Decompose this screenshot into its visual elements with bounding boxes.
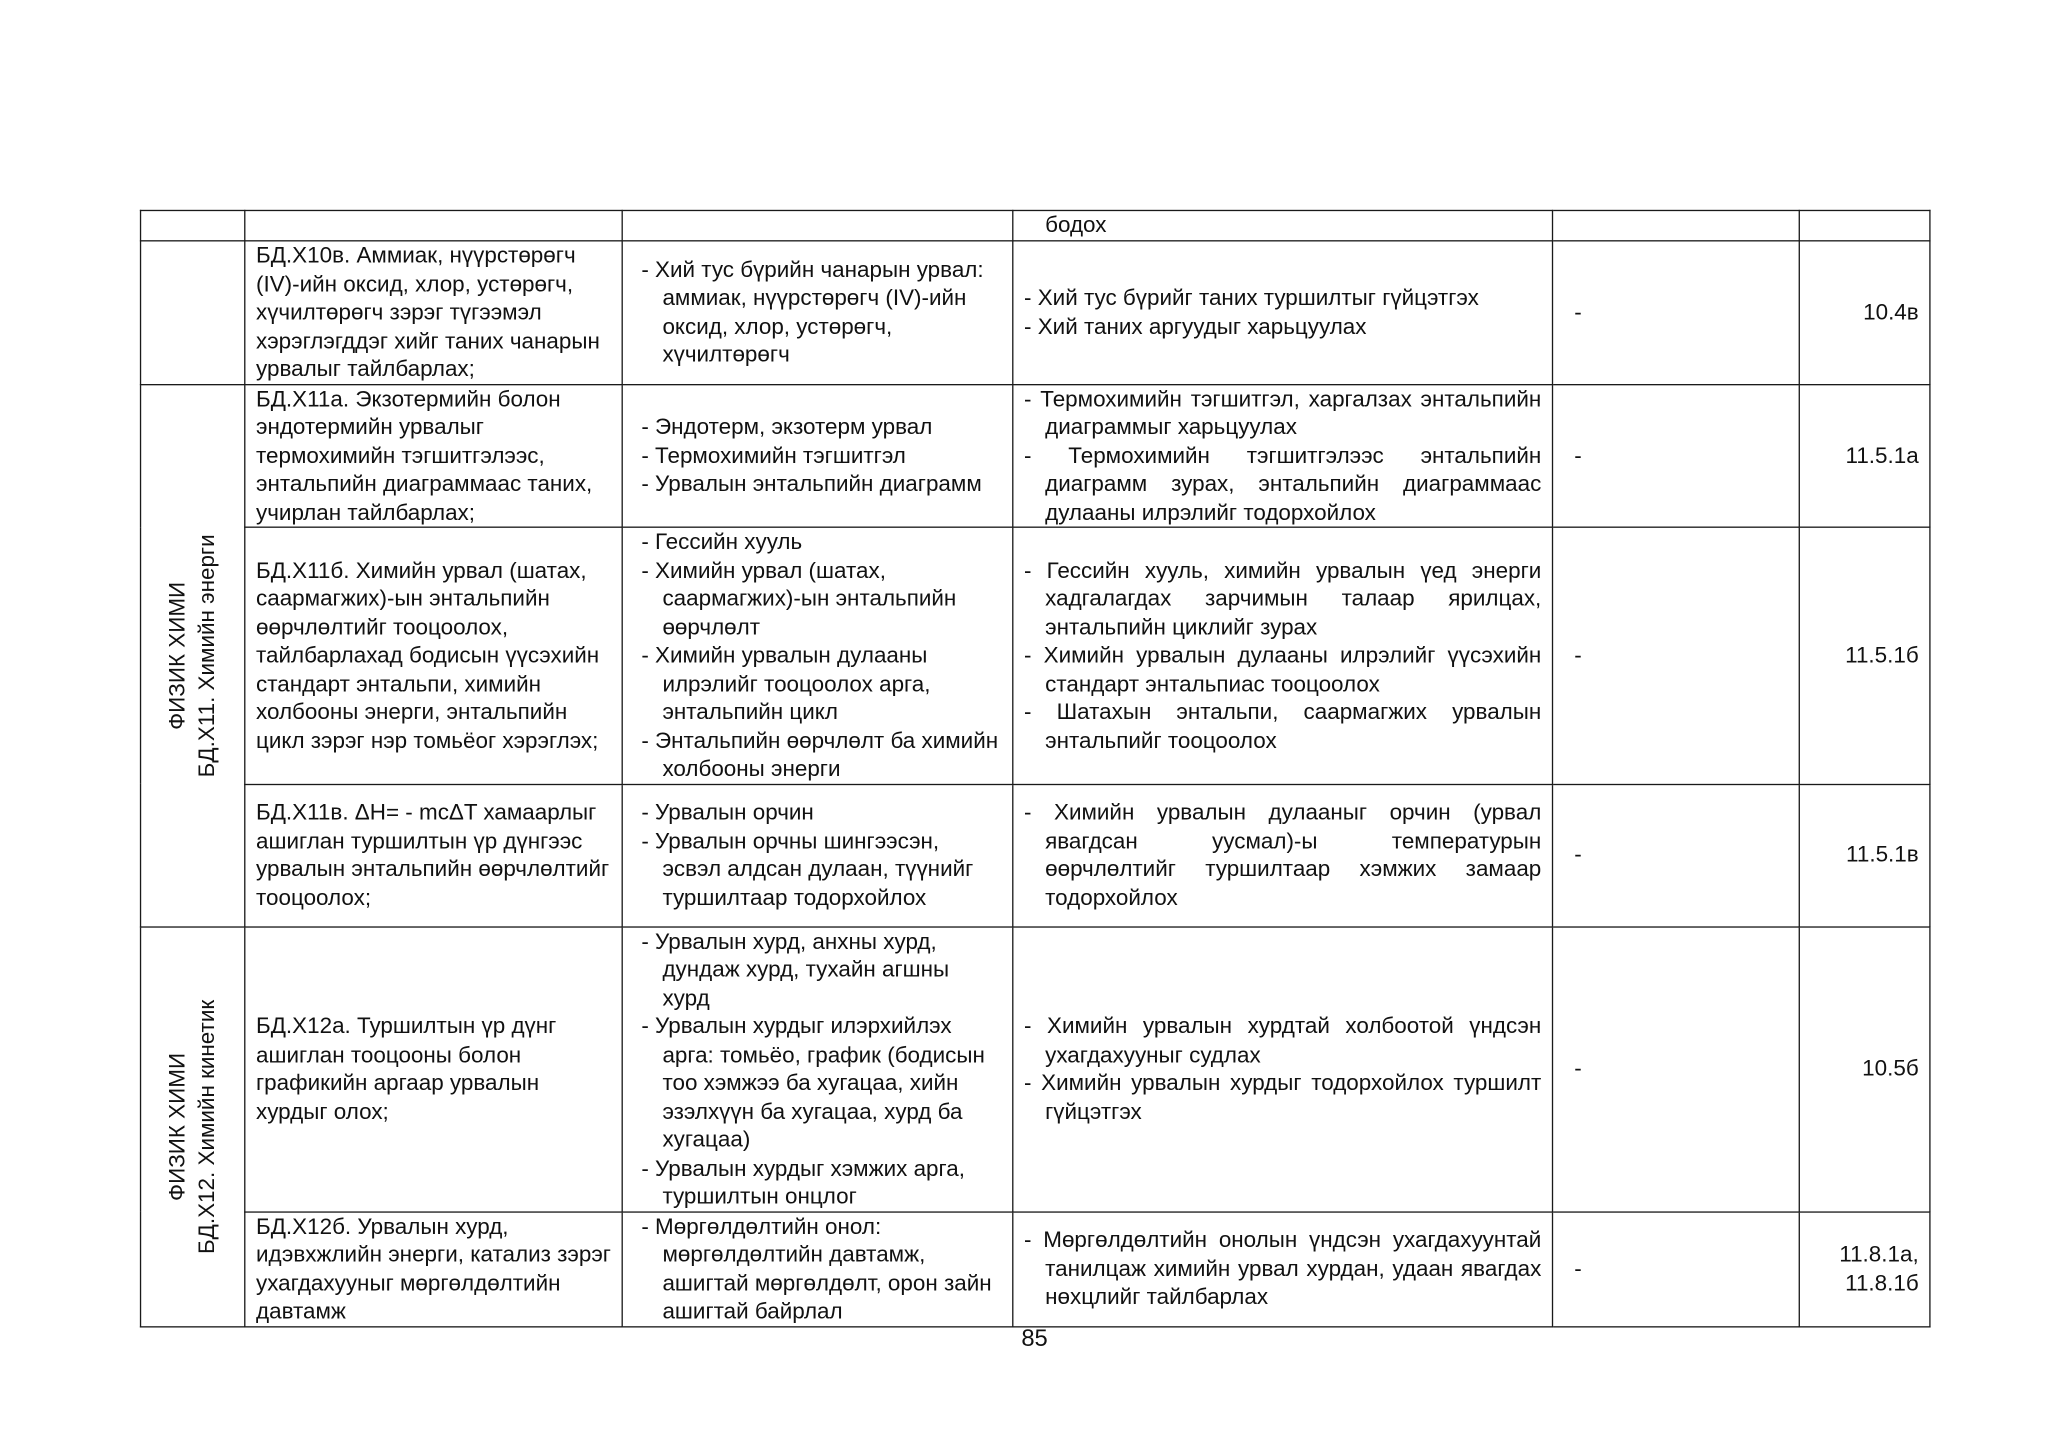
activities-cell bbox=[1013, 241, 1553, 384]
objective-cell: БД.Х12б. Урвалын хурд, идэвхжлийн энерги, катализ зэрэг ухагдахууныг мөргөлдөлтийн давтамж bbox=[245, 1211, 622, 1326]
table-row bbox=[141, 527, 1930, 784]
table-row bbox=[141, 926, 1930, 1211]
list-item: - Урвалын хурд, анхны хурд, дундаж хурд, тухайн агшны хурд bbox=[641, 927, 1001, 1012]
code-cell: 11.5.1б bbox=[1799, 527, 1930, 784]
objective-cell: БД.Х10в. Аммиак, нүүрстөрөгч (IV)-ийн оксид, хлор, устөрөгч, хүчилтөрөгч зэрэг түгээмэл хэрэглэгддэг хийг таних чанарын урвалыг тайлбарлах; bbox=[245, 241, 622, 384]
list-item: - Шатахын энтальпи, саармагжих урвалын энтальпийг тооцоолох bbox=[1024, 698, 1541, 755]
list-item: - Мөргөлдөлтийн онол: мөргөлдөлтийн давтамж, ашигтай мөргөлдөлт, орон зайн ашигтай байрлал bbox=[641, 1212, 1001, 1325]
dash-cell: - bbox=[1553, 784, 1800, 927]
curriculum-table bbox=[140, 210, 1931, 1327]
activities-cell bbox=[1013, 527, 1553, 784]
content-list bbox=[641, 927, 1001, 1211]
content-cell bbox=[622, 384, 1013, 527]
table-row bbox=[141, 384, 1930, 527]
activities-cell bbox=[1013, 1211, 1553, 1326]
list-item: - Мөргөлдөлтийн онолын үндсэн ухагдахуунтай танилцаж химийн урвал хурдан, удаан явагдах нөхцлийг тайлбарлах bbox=[1024, 1226, 1541, 1311]
code-cell: 10.4в bbox=[1799, 241, 1930, 384]
activities-list bbox=[1024, 385, 1541, 527]
table-row bbox=[141, 1211, 1930, 1326]
list-item: - Химийн урвалын дулааны илрэлийг үүсэхийн стандарт энтальпиас тооцоолох bbox=[1024, 641, 1541, 698]
list-item: - Химийн урвалын хурдыг тодорхойлох туршилт гүйцэтгэх bbox=[1024, 1069, 1541, 1126]
list-item: - Термохимийн тэгшитгэл, харгалзах энтальпийн диаграммыг харьцуулах bbox=[1024, 385, 1541, 442]
activities-list bbox=[1024, 798, 1541, 911]
list-item: - Урвалын энтальпийн диаграмм bbox=[641, 470, 1001, 498]
list-item: - Химийн урвалын дулааны илрэлийг тооцоолох арга, энтальпийн цикл bbox=[641, 641, 1001, 726]
list-item: - Урвалын хурдыг хэмжих арга, туршилтын онцлог bbox=[641, 1154, 1001, 1211]
code-cell: 11.5.1а bbox=[1799, 384, 1930, 527]
activities-list bbox=[1024, 284, 1541, 341]
list-item: - Химийн урвалын дулааныг орчин (урвал явагдсан уусмал)-ы температурын өөрчлөлтийг туршилтаар хэмжих замаар тодорхойлох bbox=[1024, 798, 1541, 911]
code-cell: 10.5б bbox=[1799, 926, 1930, 1211]
list-item: - Урвалын орчин bbox=[641, 798, 1001, 826]
list-item: - Гессийн хууль bbox=[641, 528, 1001, 556]
page-number: 85 bbox=[1021, 1324, 1048, 1352]
dash-cell: - bbox=[1553, 527, 1800, 784]
content-cell bbox=[622, 527, 1013, 784]
table-row bbox=[141, 210, 1930, 240]
objective-cell: БД.Х11б. Химийн урвал (шатах, саармагжих)-ын энтальпийн өөрчлөлтийг тооцоолох, тайлбарлахад бодисын үүсэхийн стандарт энтальпи, химийн холбооны энерги, энтальпийн цикл зэрэг нэр томьёог хэрэглэх; bbox=[245, 527, 622, 784]
content-cell bbox=[622, 784, 1013, 927]
code-cell: 11.5.1в bbox=[1799, 784, 1930, 927]
dash-cell: - bbox=[1553, 241, 1800, 384]
objective-cell: БД.Х11в. ΔH= - mcΔT хамаарлыг ашиглан туршилтын үр дүнгээс урвалын энтальпийн өөрчлөлтийг тооцоолох; bbox=[245, 784, 622, 927]
list-item: - Термохимийн тэгшитгэлээс энтальпийн диаграмм зурах, энтальпийн диаграммаас дулааны илрэлийг тодорхойлох bbox=[1024, 441, 1541, 526]
list-item: - Урвалын хурдыг илэрхийлэх арга: томьёо, график (бодисын тоо хэмжээ ба хугацаа, хийн эзэлхүүн ба хугацаа, хурд ба хугацаа) bbox=[641, 1012, 1001, 1154]
list-item: - Химийн урвал (шатах, саармагжих)-ын энтальпийн өөрчлөлт bbox=[641, 556, 1001, 641]
content-cell bbox=[622, 926, 1013, 1211]
list-item: - Термохимийн тэгшитгэл bbox=[641, 441, 1001, 469]
dash-cell: - bbox=[1553, 384, 1800, 527]
table-row bbox=[141, 784, 1930, 927]
content-cell bbox=[622, 1211, 1013, 1326]
subject-label: ФИЗИК ХИМИ БД.Х12. Химийн кинетик bbox=[164, 999, 220, 1254]
list-item: - Хий тус бүрийг таних туршилтыг гүйцэтгэх bbox=[1024, 284, 1541, 312]
objective-cell: БД.Х11а. Экзотермийн болон эндотермийн урвалыг термохимийн тэгшитгэлээс, энтальпийн диаграммаас таних, учирлан тайлбарлах; bbox=[245, 384, 622, 527]
dash-cell: - bbox=[1553, 1211, 1800, 1326]
activities-list bbox=[1024, 556, 1541, 755]
list-item: - Химийн урвалын хурдтай холбоотой үндсэн ухагдахууныг судлах bbox=[1024, 1012, 1541, 1069]
dash-cell: - bbox=[1553, 926, 1800, 1211]
activities-list bbox=[1024, 1226, 1541, 1311]
content-list bbox=[641, 256, 1001, 369]
list-item: - Гессийн хууль, химийн урвалын үед энерги хадгалагдах зарчимын талаар ярилцах, энтальпийн циклийг зурах bbox=[1024, 556, 1541, 641]
list-item: - Хий таних аргуудыг харьцуулах bbox=[1024, 312, 1541, 340]
activities-cell bbox=[1013, 784, 1553, 927]
activities-cell bbox=[1013, 210, 1553, 240]
fragment-text: бодох bbox=[1045, 212, 1107, 238]
list-item: - Энтальпийн өөрчлөлт ба химийн холбооны энерги bbox=[641, 726, 1001, 783]
subject-cell bbox=[141, 384, 245, 926]
content-cell bbox=[622, 241, 1013, 384]
content-list bbox=[641, 413, 1001, 498]
content-list bbox=[641, 528, 1001, 783]
activities-cell bbox=[1013, 926, 1553, 1211]
list-item: - Урвалын орчны шингээсэн, эсвэл алдсан дулаан, түүнийг туршилтаар тодорхойлох bbox=[641, 827, 1001, 912]
code-cell: 11.8.1а, 11.8.1б bbox=[1799, 1211, 1930, 1326]
content-list bbox=[641, 1212, 1001, 1325]
list-item: - Хий тус бүрийн чанарын урвал: аммиак, нүүрстөрөгч (IV)-ийн оксид, хлор, устөрөгч, хүчилтөрөгч bbox=[641, 256, 1001, 369]
activities-list bbox=[1024, 1012, 1541, 1125]
subject-cell bbox=[141, 926, 245, 1326]
content-list bbox=[641, 798, 1001, 911]
table-row bbox=[141, 241, 1930, 384]
subject-label: ФИЗИК ХИМИ БД.Х11. Химийн энерги bbox=[164, 533, 220, 777]
objective-cell: БД.Х12а. Туршилтын үр дүнг ашиглан тооцооны болон графикийн аргаар урвалын хурдыг олох; bbox=[245, 926, 622, 1211]
list-item: - Эндотерм, экзотерм урвал bbox=[641, 413, 1001, 441]
activities-cell bbox=[1013, 384, 1553, 527]
